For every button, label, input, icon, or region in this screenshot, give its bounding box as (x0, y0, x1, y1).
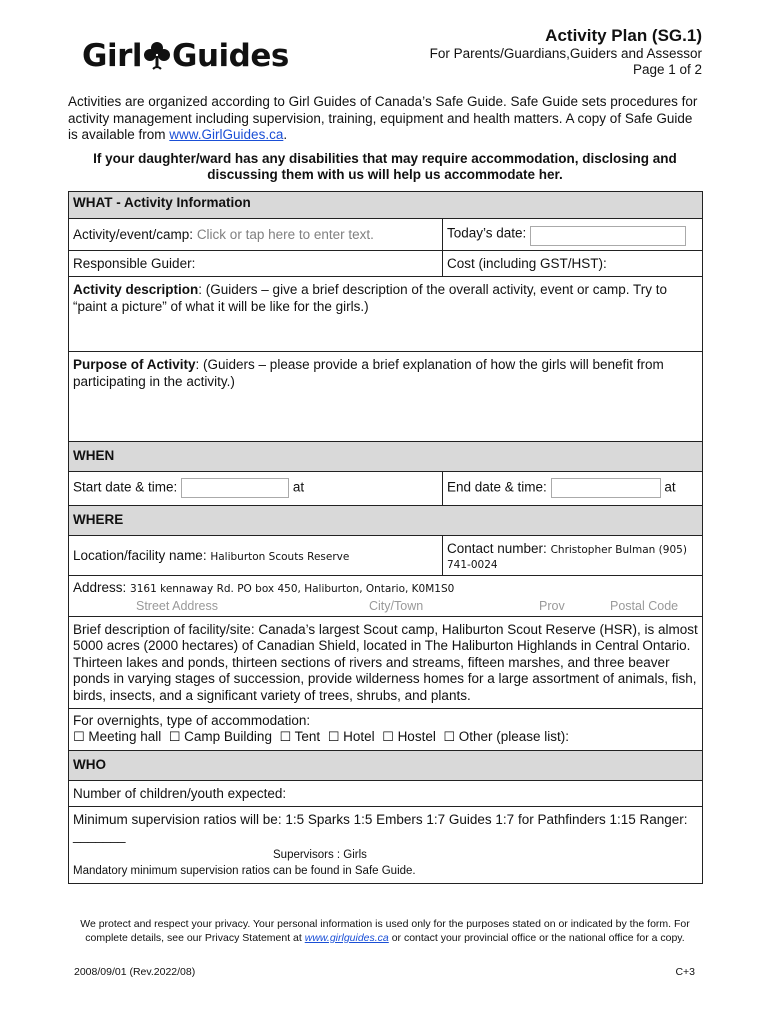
option-label: Other (please list): (458, 729, 570, 744)
checkbox-icon: ☐ (73, 730, 85, 745)
location-value: Haliburton Scouts Reserve (210, 551, 350, 563)
privacy-text-b: or contact your provincial office or the national office for a copy. (388, 932, 685, 944)
contact-value: Christopher Bulman (905) 741-0024 (447, 544, 687, 571)
start-date-input[interactable] (181, 478, 289, 498)
intro-end: . (283, 127, 288, 142)
section-where-header: WHERE (69, 506, 703, 536)
option-label: Tent (294, 729, 321, 744)
logo-text-right: Guides (172, 38, 289, 74)
end-date-input[interactable] (551, 478, 661, 498)
option-label: Meeting hall (88, 729, 162, 744)
purpose-label: Purpose of Activity (73, 357, 196, 372)
privacy-link[interactable]: www.girlguides.ca (304, 932, 389, 944)
contact-label: Contact number: (447, 541, 547, 556)
revision-date: 2008/09/01 (Rev.2022/08) (74, 966, 196, 978)
option-label: Camp Building (184, 729, 272, 744)
form-code: C+3 (675, 966, 695, 978)
end-date-cell (443, 472, 703, 506)
checkbox-icon: ☐ (168, 730, 181, 745)
todays-date-cell (443, 219, 703, 251)
checkbox-icon: ☐ (327, 730, 340, 745)
checkbox-hostel[interactable] (382, 729, 436, 744)
intro-text: Activities are organized according to Girl Guides of Canada’s Safe Guide. Safe Guide sets procedures for activity management including supervision, training, equipment and health matters. A copy of Safe Guide is available from (68, 94, 698, 142)
purpose-text: : (Guiders – please provide a brief explanation of how the girls will benefit from participating in the activity.) (73, 357, 664, 389)
todays-date-label: Today’s date: (447, 225, 527, 241)
todays-date-input[interactable] (530, 226, 686, 246)
hint-prov: Prov (539, 598, 565, 613)
hint-city: City/Town (369, 598, 424, 613)
activity-input[interactable]: Click or tap here to enter text. (196, 227, 374, 242)
section-what-header: WHAT - Activity Information (69, 192, 703, 219)
privacy-text-a: We protect and respect your privacy. Your personal information is used only for the purposes stated on or indicated by the form. For complete details, see our Privacy Statement at (80, 918, 690, 944)
address-label: Address: (73, 580, 127, 595)
accommodation-label: For overnights, type of accommodation: (73, 712, 311, 728)
section-who-header: WHO (69, 750, 703, 780)
start-date-label: Start date & time: (73, 479, 178, 495)
form-subtitle: For Parents/Guardians,Guiders and Assessor (429, 46, 702, 61)
checkbox-camp-building[interactable] (169, 729, 272, 744)
trefoil-icon (143, 40, 171, 72)
option-label: Hostel (397, 729, 436, 744)
address-cell[interactable] (69, 576, 703, 617)
end-at-label: at (664, 479, 676, 495)
section-when-header: WHEN (69, 442, 703, 472)
purpose-cell[interactable] (69, 352, 703, 442)
activity-label: Activity/event/camp: (73, 227, 194, 242)
children-number[interactable]: Number of children/youth expected: (69, 780, 703, 806)
description-label: Activity description (73, 282, 199, 297)
privacy-statement (68, 917, 702, 945)
facility-description[interactable]: Brief description of facility/site: Canada’s largest Scout camp, Haliburton Scout Reserve (HSR), is almost 5000 acres (2000 hectares) of Canadian Shield, located in The Haliburton Highlands in Central Ontario. Thirteen lakes and ponds, thirteen sections of rivers and streams, fifteen marshes, and three beaver ponds in varying stages of succession, provide wilderness homes for a large assortment of animals, fish, birds, insects, and a significant variety of trees, shrubs, and plants. (69, 616, 703, 708)
hint-postal: Postal Code (610, 598, 679, 613)
checkbox-meeting-hall[interactable] (73, 729, 161, 744)
activity-description-cell[interactable] (69, 277, 703, 352)
end-date-label: End date & time: (447, 479, 547, 495)
address-value: 3161 kennaway Rd. PO box 450, Haliburton, Ontario, K0M1S0 (130, 583, 455, 595)
page-number: Page 1 of 2 (632, 62, 702, 77)
start-at-label: at (292, 479, 305, 495)
form-title: Activity Plan (SG.1) (545, 26, 702, 45)
description-text: : (Guiders – give a brief description of the overall activity, event or camp. Try to “paint a picture” of what it will be like for the girls.) (73, 282, 667, 314)
supervision-ratios: Minimum supervision ratios will be: 1:5 Sparks 1:5 Embers 1:7 Guides 1:7 for Pathfinders 1:15 Ranger: _______ (73, 811, 688, 843)
intro-paragraph (68, 94, 704, 144)
checkbox-icon: ☐ (382, 730, 394, 745)
accommodation-cell (69, 708, 703, 750)
girlguides-link[interactable]: www.GirlGuides.ca (169, 127, 284, 142)
location-label: Location/facility name: (73, 548, 207, 563)
checkbox-icon: ☐ (443, 730, 455, 745)
option-label: Hotel (343, 729, 375, 744)
activity-cell (69, 219, 443, 251)
mandatory-ratios-note: Mandatory minimum supervision ratios can be found in Safe Guide. (73, 865, 416, 877)
supervision-cell (69, 806, 703, 883)
guider-label[interactable]: Responsible Guider: (69, 251, 443, 277)
cost-label[interactable]: Cost (including GST/HST): (443, 251, 703, 277)
girl-guides-logo (82, 38, 289, 74)
checkbox-tent[interactable] (279, 729, 320, 744)
checkbox-other[interactable] (443, 729, 569, 744)
contact-cell[interactable] (443, 536, 703, 576)
checkbox-icon: ☐ (279, 730, 292, 745)
start-date-cell (69, 472, 443, 506)
location-cell[interactable] (69, 536, 443, 576)
logo-text-left: Girl (82, 38, 142, 74)
supervisors-girls-label: Supervisors : Girls (273, 848, 367, 861)
disability-notice: If your daughter/ward has any disabilities that may require accommodation, disclosing and discussing them with us will help us accommodate her. (93, 151, 677, 182)
checkbox-hotel[interactable] (328, 729, 375, 744)
accommodation-options (73, 729, 698, 747)
activity-form-table (68, 191, 703, 884)
hint-street: Street Address (136, 598, 218, 613)
